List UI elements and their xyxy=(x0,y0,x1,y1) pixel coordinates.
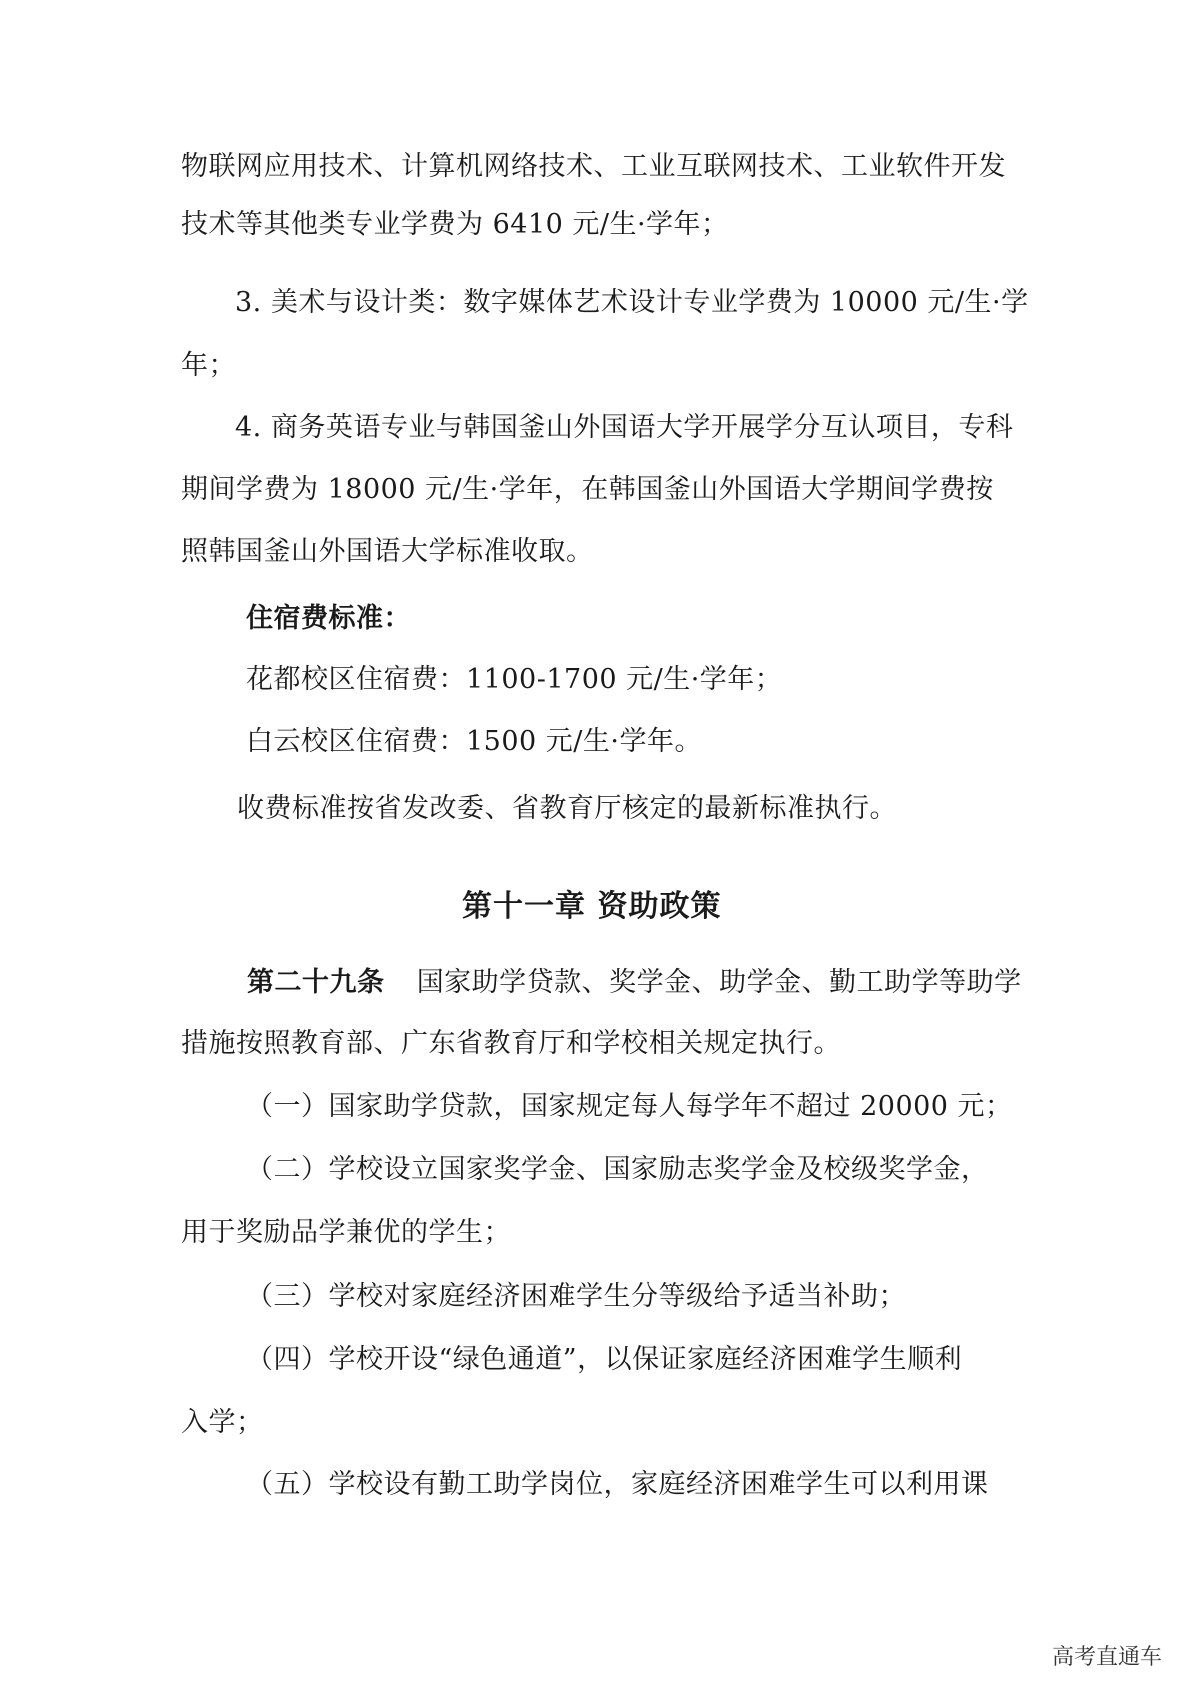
body-line-1: 物联网应用技术、计算机网络技术、工业互联网技术、工业软件开发 xyxy=(181,151,1006,182)
body-line-5: 4. 商务英语专业与韩国釜山外国语大学开展学分互认项目，专科 xyxy=(235,412,1014,443)
item-line-1: （一）国家助学贷款，国家规定每人每学年不超过 20000 元； xyxy=(246,1091,1013,1122)
body-line-7: 照韩国釜山外国语大学标准收取。 xyxy=(181,536,594,567)
article-line-1 xyxy=(247,969,1022,996)
accommodation-heading: 住宿费标准： xyxy=(246,603,411,634)
body-line-6: 期间学费为 18000 元/生·学年，在韩国釜山外国语大学期间学费按 xyxy=(181,474,994,505)
item-line-4: （三）学校对家庭经济困难学生分等级给予适当补助； xyxy=(246,1281,906,1312)
chapter-title: 第十一章 资助政策 xyxy=(462,889,722,924)
watermark-text: 高考直通车 xyxy=(1052,1645,1163,1670)
baiyun-fee-line: 白云校区住宿费：1500 元/生·学年。 xyxy=(246,726,702,757)
body-line-3: 3. 美术与设计类：数字媒体艺术设计专业学费为 10000 元/生·学 xyxy=(235,287,1029,318)
article-line-1-text: 国家助学贷款、奖学金、助学金、勤工助学等助学 xyxy=(416,967,1022,998)
item-line-5: （四）学校开设“绿色通道”，以保证家庭经济困难学生顺利 xyxy=(246,1344,963,1375)
body-line-4: 年； xyxy=(181,350,236,381)
huadu-fee-line: 花都校区住宿费：1100-1700 元/生·学年； xyxy=(246,664,783,695)
item-line-3: 用于奖励品学兼优的学生； xyxy=(181,1217,511,1248)
article-line-2: 措施按照教育部、广东省教育厅和学校相关规定执行。 xyxy=(181,1028,841,1059)
article-label: 第二十九条 xyxy=(247,967,385,998)
item-line-2: （二）学校设立国家奖学金、国家励志奖学金及校级奖学金， xyxy=(246,1154,989,1185)
body-line-2: 技术等其他类专业学费为 6410 元/生·学年； xyxy=(181,209,729,240)
fee-standard-note: 收费标准按省发改委、省教育厅核定的最新标准执行。 xyxy=(237,793,897,824)
item-line-7: （五）学校设有勤工助学岗位，家庭经济困难学生可以利用课 xyxy=(246,1469,989,1500)
item-line-6: 入学； xyxy=(181,1407,264,1438)
